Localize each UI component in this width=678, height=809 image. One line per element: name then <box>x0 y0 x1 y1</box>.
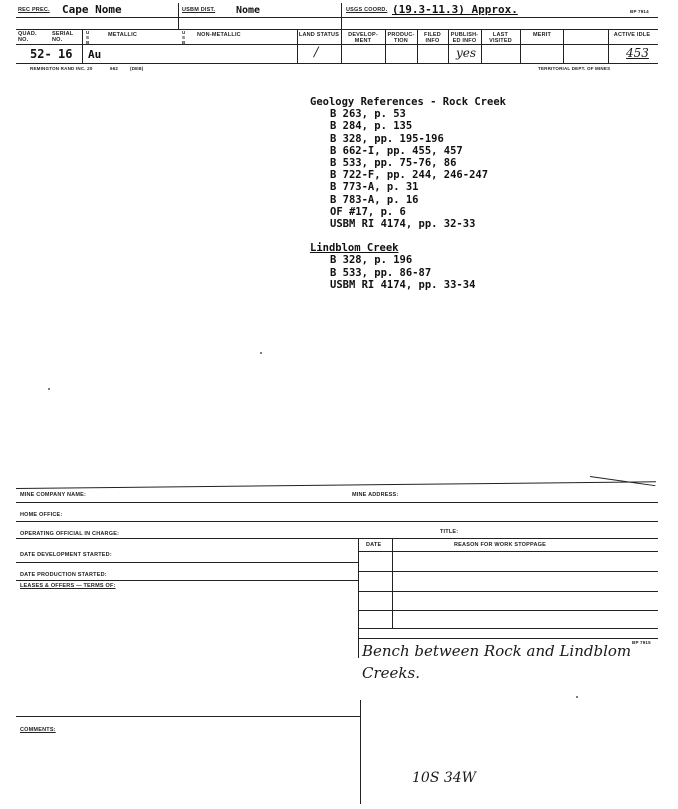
date-development-label: DATE DEVELOPMENT STARTED: <box>20 552 112 558</box>
header-top-rule <box>16 17 658 18</box>
usbm-left-header: U S B <box>86 30 90 45</box>
header-record-rule <box>16 44 658 45</box>
reference-item: OF #17, p. 6 <box>330 205 406 218</box>
active-idle-header: ACTIVE IDLE <box>613 32 651 38</box>
handwritten-code: 10S 34W <box>412 770 477 786</box>
land-status-header: LAND STATUS <box>298 32 340 38</box>
leases-label: LEASES & OFFERS — TERMS OF: <box>20 583 116 589</box>
published-info-value: yes <box>456 46 477 60</box>
col-div-active <box>563 29 564 63</box>
stoppage-row-4 <box>358 628 658 629</box>
operating-official-label: OPERATING OFFICIAL IN CHARGE: <box>20 531 120 537</box>
reference-item: B 263, p. 53 <box>330 108 406 121</box>
home-office-label: HOME OFFICE: <box>20 512 63 518</box>
non-metallic-header: NON-METALLIC <box>197 32 241 38</box>
scan-speck <box>48 388 50 390</box>
usbm-mid-header: U S B <box>182 30 186 45</box>
quad-no-header: QUAD. NO. <box>18 31 37 43</box>
date-production-label: DATE PRODUCTION STARTED: <box>20 572 107 578</box>
reference-item: B 783-A, p. 16 <box>330 193 419 206</box>
mine-address-label: MINE ADDRESS: <box>352 492 399 498</box>
form-number-2: BP 7915 <box>632 640 651 645</box>
reason-column-header: REASON FOR WORK STOPPAGE <box>454 542 546 548</box>
lindblom-reference-item: USBM RI 4174, pp. 33-34 <box>330 278 476 291</box>
published-info-header: PUBLISH-ED INFO <box>450 32 479 44</box>
col-div-end <box>608 29 609 63</box>
row-rule-2 <box>16 521 658 522</box>
geology-references <box>310 96 506 291</box>
serial-no-value: 16 <box>58 47 73 61</box>
handwritten-note-line1: Bench between Rock and Lindblom <box>362 642 632 660</box>
record-bottom-rule <box>16 63 658 64</box>
reference-item: USBM RI 4174, pp. 32-33 <box>330 218 476 231</box>
rec-prec-value: Cape Nome <box>62 3 122 16</box>
stoppage-date-divider <box>392 538 393 628</box>
row-rule-5 <box>16 580 358 581</box>
printer-imprint: REMINGTON RAND INC. 20 <box>30 66 93 71</box>
handwritten-note-line2: Creeks. <box>362 664 420 682</box>
header-divider-2 <box>341 3 342 29</box>
usgs-coord-label: USGS COORD. <box>346 7 388 13</box>
mine-company-name-label: MINE COMPANY NAME: <box>20 492 87 498</box>
quad-no-value: 52- <box>30 47 52 61</box>
stoppage-header-rule <box>358 551 658 552</box>
stoppage-left-rule <box>358 538 359 658</box>
row-rule-1 <box>16 502 658 503</box>
title-label: TITLE: <box>440 529 459 535</box>
usbm-dist-value: Nome <box>236 5 261 16</box>
rec-prec-label: REC PREC. <box>18 7 50 13</box>
lindblom-reference-item: B 328, p. 196 <box>330 254 413 267</box>
filed-info-header: FILED INFO <box>424 32 441 44</box>
reference-item: B 328, pp. 195-196 <box>330 132 444 145</box>
development-header: DEVELOP-MENT <box>348 32 378 44</box>
column-header-top-rule <box>16 29 658 30</box>
last-visited-header: LAST VISITED <box>489 32 512 44</box>
metallic-value: Au <box>88 48 102 61</box>
header-divider-1 <box>178 3 179 29</box>
comments-top-rule <box>16 716 360 717</box>
merit-header: MERIT <box>532 32 552 38</box>
row-rule-4 <box>16 562 358 563</box>
reference-item: B 533, pp. 75-76, 86 <box>330 157 457 170</box>
lindblom-reference-item: B 533, pp. 86-87 <box>330 266 432 279</box>
form-number: BP 7914 <box>630 9 649 14</box>
metallic-header: METALLIC <box>108 32 137 38</box>
reference-item: B 662-I, pp. 455, 457 <box>330 144 463 157</box>
lower-form-top-rule <box>16 481 656 489</box>
reference-item: B 722-F, pp. 244, 246-247 <box>330 169 489 182</box>
agency-imprint: TERRITORIAL DEPT. OF MINES <box>538 66 611 71</box>
scan-speck <box>260 352 262 354</box>
geology-title: Geology References - Rock Creek <box>310 96 506 108</box>
scan-speck <box>576 696 578 698</box>
lindblom-title: Lindblom Creek <box>310 242 399 255</box>
note-top-rule <box>358 638 658 639</box>
comments-label: COMMENTS: <box>20 727 56 733</box>
stoppage-row-3 <box>358 610 658 611</box>
serial-no-header: SERIAL NO. <box>52 31 74 43</box>
stoppage-row-1 <box>358 571 658 572</box>
production-header: PRODUC-TION <box>387 32 415 44</box>
imprint-mark-a: 662 <box>110 66 119 71</box>
row-rule-3 <box>16 538 658 539</box>
active-idle-value: 453 <box>626 46 649 60</box>
usbm-dist-label: USBM DIST. <box>182 7 216 13</box>
usgs-coord-value: (19.3-11.3) Approx. <box>392 3 518 16</box>
date-column-header: DATE <box>366 542 382 548</box>
reference-item: B 284, p. 135 <box>330 120 413 133</box>
col-div-serial <box>82 29 83 63</box>
imprint-mark-b: (DEB) <box>130 66 144 71</box>
reference-item: B 773-A, p. 31 <box>330 181 419 194</box>
land-status-value: / <box>314 45 319 60</box>
comments-right-rule <box>360 700 361 804</box>
stoppage-row-2 <box>358 591 658 592</box>
